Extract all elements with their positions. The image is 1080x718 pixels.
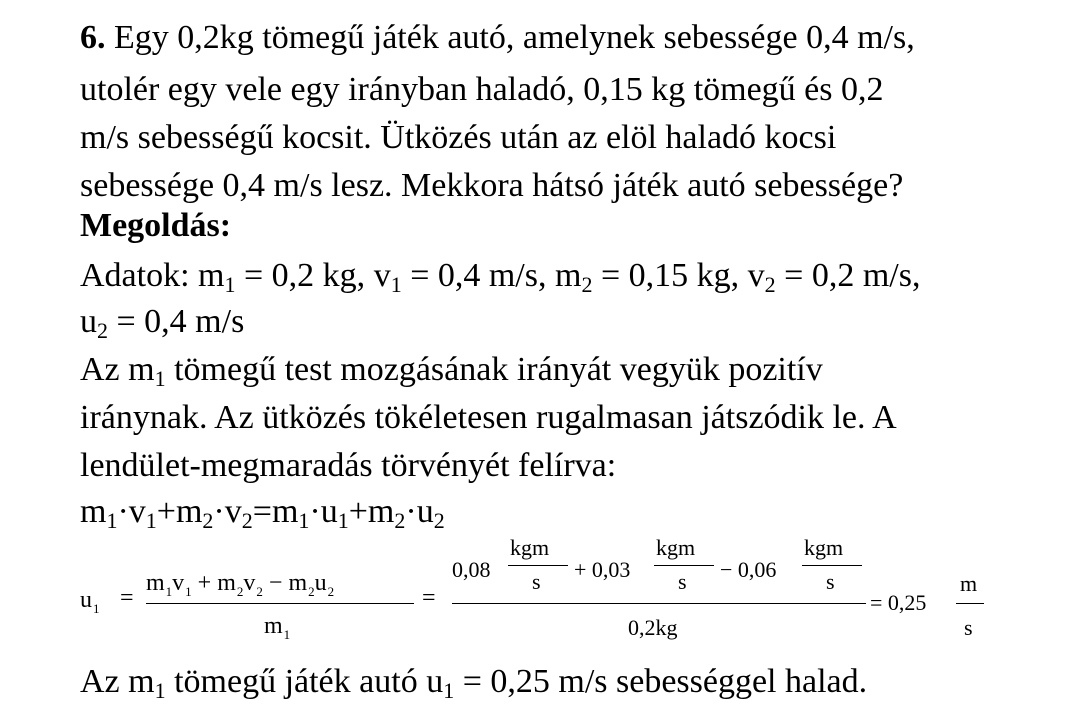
problem-number: 6.: [80, 19, 106, 56]
eq-v: v: [243, 570, 256, 596]
c-dot: ·: [309, 493, 321, 530]
eq-sub: 2: [327, 583, 335, 599]
c-dot: ·: [213, 493, 225, 530]
eq-coef-3: − 0,06: [720, 557, 777, 582]
c-v: v: [224, 493, 242, 530]
eq-frac2-denominator: 0,2kg: [628, 615, 678, 640]
conclusion-c: = 0,25 m/s sebességgel halad.: [454, 663, 868, 700]
dir-text-b: tömegű test mozgásának irányát vegyük pozitív: [165, 351, 823, 388]
eq-coef-1: 0,08: [452, 557, 491, 582]
dir-text-a: Az m: [80, 351, 155, 388]
eq-frac1-denominator: [264, 613, 290, 640]
sym-u2: u: [80, 303, 97, 340]
c-m: m: [80, 493, 107, 530]
eq-u1: [80, 587, 100, 614]
eq-u: u: [80, 587, 92, 613]
dir-sub: 1: [154, 366, 166, 392]
c-sub: 2: [433, 508, 445, 534]
eq-unit2-bar: [654, 565, 714, 566]
problem-line-4: sebessége 0,4 m/s lesz. Mekkora hátsó játék autó sebessége?: [80, 167, 904, 204]
c-sub: 2: [394, 508, 406, 534]
conclusion-a: Az m: [80, 663, 155, 700]
c-sub: 2: [202, 508, 214, 534]
problem-line-2: utolér egy vele egy irányban haladó, 0,15 kg tömegű és 0,2: [80, 71, 884, 108]
eq-unit3-den: s: [826, 569, 835, 594]
val-v2: = 0,2 m/s,: [775, 257, 921, 294]
c-m: m: [175, 493, 203, 530]
c-plus: +: [156, 493, 176, 530]
eq-equals-1: =: [120, 585, 134, 611]
eq-sub: 2: [256, 583, 263, 599]
c-v: v: [128, 493, 146, 530]
c-sub: 1: [337, 508, 349, 534]
eq-m: m: [217, 570, 236, 596]
direction-line-2: iránynak. Az ütközés tökéletesen rugalmasan játszódik le. A: [80, 399, 897, 436]
eq-sub: 2: [308, 583, 315, 599]
sub-m2: 2: [581, 272, 593, 298]
eq-sub: 1: [93, 600, 100, 616]
c-dot: ·: [117, 493, 129, 530]
eq-coef-2: + 0,03: [574, 557, 631, 582]
eq-m: m: [146, 570, 165, 596]
eq-unit1-bar: [508, 565, 568, 566]
direction-line-1: [80, 350, 823, 390]
c-plus: +: [348, 493, 368, 530]
eq-v: v: [172, 570, 185, 596]
c-sub: 1: [145, 508, 157, 534]
sub-m1: 1: [224, 272, 236, 298]
eq-frac1-bar: [146, 603, 414, 604]
val-v1: = 0,4 m/s,: [401, 257, 555, 294]
conclusion-sub-2: 1: [443, 678, 455, 704]
problem-line-3: m/s sebességű kocsit. Ütközés után az elöl haladó kocsi: [80, 119, 837, 156]
eq-sub: 2: [236, 583, 244, 599]
c-m: m: [271, 493, 299, 530]
c-u: u: [320, 493, 338, 530]
conclusion-line: [80, 662, 867, 702]
given-data-line-2: [80, 302, 244, 342]
sym-v2: v: [747, 257, 765, 294]
c-m: m: [367, 493, 395, 530]
sub-v1: 1: [390, 272, 402, 298]
given-label: Adatok:: [80, 257, 199, 294]
eq-sub: 1: [165, 583, 173, 599]
eq-sub: 1: [185, 583, 192, 599]
eq-result-unit-bar: [956, 603, 984, 604]
eq-sub: 1: [283, 626, 291, 642]
solution-heading: Megoldás:: [80, 207, 232, 244]
val-m1: = 0,2 kg,: [235, 257, 374, 294]
eq-equals-2: =: [422, 585, 436, 611]
eq-frac2-bar: [452, 603, 866, 604]
eq-unit1-den: s: [532, 569, 541, 594]
val-m2: = 0,15 kg,: [592, 257, 748, 294]
eq-m: m: [264, 613, 283, 639]
eq-m: m: [288, 570, 308, 596]
sub-v2: 2: [764, 272, 776, 298]
sym-v1: v: [373, 257, 391, 294]
eq-result-unit-num: m: [960, 571, 978, 596]
c-dot: ·: [405, 493, 417, 530]
eq-unit3-bar: [802, 565, 862, 566]
u1-equation: [80, 535, 1000, 645]
eq-result-unit-den: s: [964, 615, 973, 640]
c-u: u: [416, 493, 434, 530]
c-sub: 1: [106, 508, 118, 534]
val-u2: = 0,4 m/s: [108, 303, 245, 340]
eq-unit1-num: kgm: [510, 535, 550, 560]
sub-u2: 2: [97, 318, 108, 344]
sym-m2: m: [555, 257, 582, 294]
conclusion-sub: 1: [154, 678, 166, 704]
eq-unit2-den: s: [678, 569, 687, 594]
c-eq: =: [252, 493, 272, 530]
given-data-line: [80, 256, 920, 296]
c-sub: 1: [298, 508, 310, 534]
sym-m1: m: [198, 257, 225, 294]
eq-unit3-num: kgm: [804, 535, 844, 560]
eq-minus: −: [262, 570, 289, 596]
eq-u: u: [314, 570, 327, 596]
problem-text-1: Egy 0,2kg tömegű játék autó, amelynek sebessége 0,4 m/s,: [105, 19, 915, 56]
c-sub: 2: [241, 508, 253, 534]
eq-result: = 0,25: [870, 590, 927, 615]
direction-line-3: lendület-megmaradás törvényét felírva:: [80, 447, 617, 484]
conservation-equation: [80, 492, 445, 532]
eq-plus: +: [191, 570, 218, 596]
problem-line-1: [80, 18, 915, 58]
conclusion-b: tömegű játék autó u: [165, 663, 444, 700]
eq-frac1-numerator: [146, 570, 334, 597]
eq-unit2-num: kgm: [656, 535, 696, 560]
